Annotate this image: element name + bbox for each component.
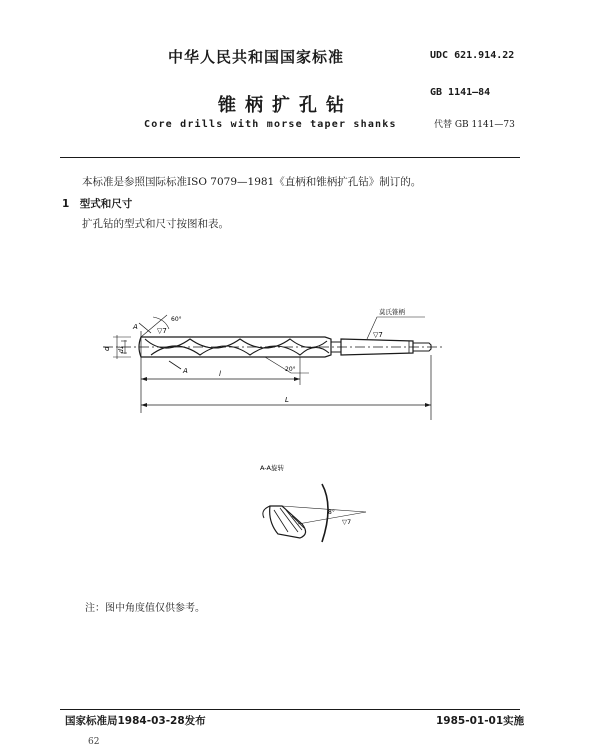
dim-d-label: d <box>103 346 111 351</box>
angle-8-label: 8° <box>328 509 335 516</box>
replaces-note: 代替 GB 1141—73 <box>434 120 515 130</box>
roughness-mark-3: ▽7 <box>342 518 352 526</box>
dim-d1-label: d1 <box>118 345 125 353</box>
section-mark-a1: A <box>133 323 138 331</box>
section-profile <box>270 506 306 538</box>
roughness-mark-1: ▽7 <box>157 327 167 335</box>
dim-l-label: l <box>219 370 221 378</box>
section-aa-label: A-A旋转 <box>260 464 284 472</box>
angle-60-label: 60° <box>171 316 182 323</box>
section-text: 扩孔钻的型式和尺寸按图和表。 <box>82 218 229 230</box>
page-title-cn: 锥柄扩孔钻 <box>218 95 353 116</box>
drill-drawing <box>95 295 455 430</box>
gb-code: GB 1141—84 <box>430 87 491 98</box>
section-drawing <box>238 462 378 550</box>
shank-label: 莫氏锥柄 <box>379 308 405 316</box>
roughness-mark-2: ▽7 <box>373 331 383 339</box>
implementation-date: 1985-01-01实施 <box>436 715 525 727</box>
dim-L-label: L <box>285 396 289 404</box>
publication-info: 国家标准局1984-03-28发布 <box>65 715 206 727</box>
section-title: 1 型式和尺寸 <box>62 198 133 210</box>
section-mark-a2: A <box>183 367 188 375</box>
header-divider <box>60 157 520 158</box>
page-number: 62 <box>88 737 100 747</box>
standard-name: 中华人民共和国国家标准 <box>168 48 345 66</box>
page-title-en: Core drills with morse taper shanks <box>144 119 397 130</box>
intro-paragraph: 本标准是参照国际标准ISO 7079—1981《直柄和锥柄扩孔钻》制订的。 <box>82 176 422 188</box>
footer-divider <box>60 709 520 710</box>
udc-code: UDC 621.914.22 <box>430 50 515 61</box>
figure-note: 注：图中角度值仅供参考。 <box>85 603 205 614</box>
angle-20-label: 20° <box>285 366 296 373</box>
